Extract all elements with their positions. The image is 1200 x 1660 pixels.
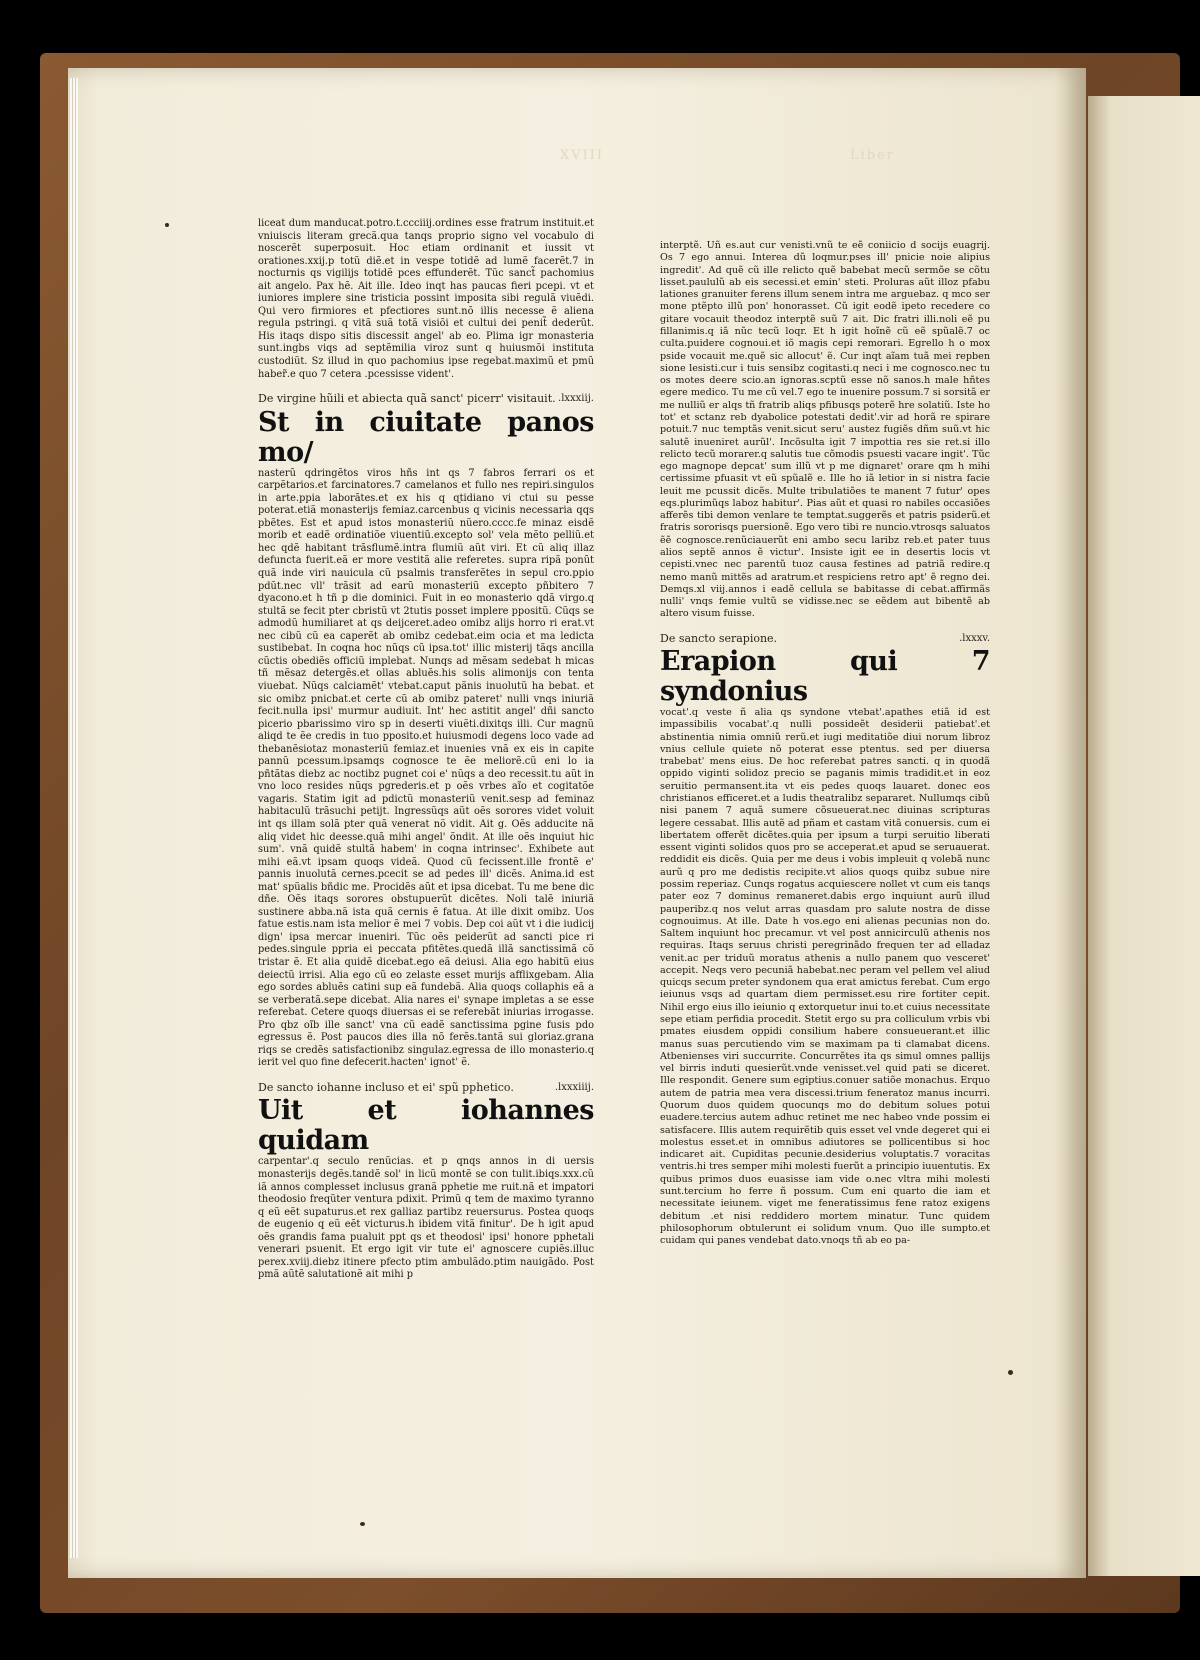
page-edges xyxy=(70,78,78,1558)
chapter-number: .lxxxiiij. xyxy=(554,1081,594,1093)
chapter-title: De virgine hũili et abiecta quã sanct' picerr' visitauit. xyxy=(258,392,556,406)
paragraph: vocat'.q veste ñ alia qs syndone vtebat'.apathes etiã id est impassibilis vocabat'.q nulli possideẽt desiderii patiebat'.et abstinentia nimia omniũ rerũ.et iugi meditatiõe diui norum libroz vnius cellule quiete nõ poterat esse ptentus. sed per diuersa trabebat' mens eius. De hoc referebat patres sancti. q in quodã oppido viginti solidoz precio se paganis mimis tradidit.et in eoz seruitio permansent.ita vt eis pedes quoqs lauaret. donec eos christianos efficeret.et a ludis theatralibz separaret. Nullumqs cibũ nisi panem 7 aquã sumere cõsueuerat.nec diuinas scripturas legere cessabat. Illis autẽ ad pñam et castam vitã conuersis. cum ei libertatem offerẽt dicẽtes.quia per ipsum a turpi seruitio liberati essent viginti solidos quos pro se acceperat.et apud se seruauerat. reddidit eis dicẽs. Quia per me deus i vobis impleuit q volebã nunc aurũ q pro me dedistis recipite.vt alios quoqs quibz subue nire possim reperiaz. Cunqs rogatus acquiescere nollet vt cum eis tanqs pater eoz 7 dominus remaneret.dabis ergo inquiunt aurũ illud pauperibz.q nos velut arras quasdam pro salute nostra de disse cognouimus. At ille. Date h vos.ego eni alienas pecunias non do. Saltem inquiunt hoc precamur. vt vel post annicirculũ athenis nos requiras. Itaqs seruus christi peregrinãdo frequen ter ad elladaz venit.ac per triduũ moratus athenis a nullo panem quo vesceret' accepit. Neqs vero pecuniã habebat.nec peram vel pellem vel aliud quicqs secum preter syndonem qua erat amictus ferebat. Cum ergo ieiunus vsqs ad quartam diem permisset.esu rire fortiter cepit. Nihil ergo eius illo ieiunio q extorquetur inui to.et cuius necessitate sepe etiam perfidia procedit. Stetit ergo su pra colliculum vrbis vbi pmates eiusdem oppidi consilium habere consueuerant.et illic manus suas percutiendo vim se maximam pa ti clamabat dicens. Atbenienses viri succurrite. Concurrẽtes ita qs simul omnes pallijs vel birris induti quesierũt.vnde venisset.vel quid pati se diceret. Ille respondit. Genere sum egiptius.conuer satiõe monachus. Erquo autem de patria mea vera discessi.trium feneratoz manus incurri. Quorum duos quidem quocunqs mo do debitum solues potui euadere.tercius autem adhuc retinet me nec habeo vnde possim ei satisfacere. Illis autem requirẽtib quis esset vel vnde degeret qui ei molestus esset.et in omnibus adiutores se pollicentibus si hoc indicaret ait. Cupiditas pecunie.desiderius voluptatis.7 voracitas ventris.hi tres semper mihi molesti fuerũt a principio iuuentutis. Ex quibus primos duos euasisse iam vide o.nec vltra mihi molesti sunt.tercium ho ferre ñ possum. Cum eni quarto die iam et necessitate ieiunem. viget me feneratissimus fene ratoz exigens debitum .et nisi reddidero mortem minatur. Tunc quidem philosophorum obtulerunt ei solidum vnum. Quo ille sumpto.et cuidam qui panes vendebat dato.vnoqs tñ ab eo pa- xyxy=(660,707,990,1247)
chapter-number: .lxxxiij. xyxy=(558,393,594,405)
left-text-column xyxy=(258,218,594,1282)
paragraph: carpentar'.q seculo renũcias. et p qnqs annos in di uersis monasterijs degẽs.tandẽ sol' in licũ montẽ se con tulit.ibiqs.xxx.cũ iã annos complesset inclusus granã pphetie me ruit.nã et imꝑatori theodosio freqũter ventura pdixit. Primũ q tem de maximo tyranno q eũ eẽt supaturus.et rex galliaz partibz reuersurus. Postea quoqs de eugenio q eũ eẽt victurus.h ibidem vitã finitur'. De h igit apud oẽs grandis fama pualuit ppt qs et theodosi' ipsi' honore pphetali venerari psuenit. Et ergo igit vir tute ei' agnoscere cupiẽs.illuc perex.xviij.diebz itinere pfecto ptim ambulãdo.ptim nauigãdo. Post pmã aũtẽ salutationẽ ait mihi p xyxy=(258,1156,594,1281)
running-head-left: XVIII xyxy=(560,148,605,163)
chapter-heading xyxy=(258,393,594,406)
ink-fleck xyxy=(360,1522,365,1526)
ink-fleck xyxy=(165,223,169,227)
paragraph: liceat dum manducat.potro.t.ccciiij.ordines esse fratrum instituit.et vniuiscis literam grecã.qua tanqs proprio signo vel vocabulo di noscerẽt superposuit. Hoc etiam ordinanit et iussit vt orationes.xxij.p totũ diẽ.et in vespe totidẽ ad lumẽ facerẽt.7 in nocturnis qs vigilijs totidẽ pces effunderẽt. Tũc sanct̃ pachomius ait angelo. Pax hẽ. Ait ille. Ideo inqt has paucas fieri pcepi. vt et iuniores implere sine tristicia possint imposita sibi regulã viuẽdi. Qui vero firmiores et pfectiores sunt.nõ illis necesse ẽ aliena regula pstringi. q vitã suã totã visiõi et cultui dei penit̃ dederũt. His itaqs dispo sitis discessit angel' ab eo. Plima igr monasteria sunt.ingbs viqs ad septẽmilia viroz sunt q huiusmõi instituta custodiũt. Sz illud in quo pachomius ipse regebat.maximũ et pmũ haber̃.e quo 7 cetera .pcessisse vident'. xyxy=(258,218,594,380)
chapter-opening-line: St in ciuitate panos mo/ xyxy=(258,406,594,468)
chapter-number: .lxxxv. xyxy=(959,632,990,644)
running-head-right: Liber xyxy=(850,148,896,163)
facing-page-edge xyxy=(1088,96,1200,1576)
chapter-heading xyxy=(660,633,990,645)
right-text-column xyxy=(660,240,990,1247)
ink-fleck xyxy=(1008,1370,1013,1375)
chapter-opening-line: Erapion qui 7 syndonius xyxy=(660,646,990,707)
chapter-title: De sancto serapione. xyxy=(660,631,778,645)
paragraph: nasterũ qdringẽtos viros hñs int qs 7 fabros ferrari os et carpẽtarios.et farcinatores.7 camelanos et fullo nes repiri.singulos in arte.ppia laborãtes.et ex his q ɋtidiano vi ctui su pesse poterat.etiã monasterijs femiaz.carcenbus q vicinis necessaria qqs pbẽtes. Est et apud istos monasteriũ nũero.cccc.fe minaz eisdẽ morib et eadẽ ordinatiõe viuentiũ.excepto sol' vela mẽto pelliũ.et hec qdẽ habitant trãsflumẽ.intra flumiũ aũt viri. Et cũ aliq illaz defuncta fuerit.eã er more vestitã alie referetes. supra ripã ponũt quã inde viri nauicula cũ psalmis transferẽtes in sepul cro.ppio pdũt.nec vll' trãsit ad earũ monasteriũ excepto pñbitero 7 dyacono.et h tñ p die dominici. Fuit in eo monasterio qdã virgo.q stultã se fecit pter cbristũ vt 2tutis posset implere ppositũ. Cũqs se admodũ humiliaret at qs deijceret.adeo omibz alijs horro ri erat.vt nec cibũ cũ ea caperẽt ab omibz cedebat.eim ocia et ma ledicta sustibebat. In coqna hoc nũqs cũ ipsa.tot' illic misterij tãqs ancilla cũctis obediẽs officiũ implebat. Nunqs ad mẽsam sedebat h micas tñ mẽsaz detergẽs.et ollas abluẽs.his solis alimonijs con tenta viuebat. Nũqs calciamẽt' vtebat.caput pãnis inuolutũ ha bebat. et sic omibz pnicbat.et certe cũ ab omibz pateret' nulli vnqs iniuriã fecit.nulla ipsi' murmur audiuit. Int' hec astitit angel' dñi sancto picerio pbarissimo viro sp in deserti viuẽti.dixitqs illi. Cur magnũ aliqd te ẽe credis in tuo pposito.et huiusmodi degens loco vade ad thebanẽsiotaz monasteriũ femiaz.et inuenies vnã ex eis in capite pannũ pcessum.ipsamqs cognosce te ẽe meliorẽ.cũ eni lo ia pñtãtas diebz ac noctibz pugnet coi e' nũqs a deo recessit.tu aũt in vno loco resides nũqs pgrederis.et p oẽs vrbes aĩo et cogitatõe vagaris. Statim igit ad pdictũ monasteriũ venit.sesp ad feminaz habitaculũ trãsuchi petijt. Ingressũqs aũt oẽs sorores videt voluit int qs illam solã pter quã venerat nõ vidit. Ait g. Oẽs adducite nã aliq videt hic deesse.quã mihi angel' õndit. At ille oẽs inquiut hic sum'. vnã quidẽ stultã habem' in coqna intrinsec'. Exhibete aut mihi eã.vt ipsam quoqs videã. Quod cũ fecissent.ille frontẽ e' pannis inuolutã cernes.pcecit se ad pedes ill' dicẽs. Anima.id est mat' spũalis bñdic me. Procidẽs aũt et ipsa dicebat. Tu me bene dic dñe. Oẽs itaqs sorores obstupuerũt dicẽtes. Noli talẽ iniuriã sustinere abba.nã ista quã cernis ẽ fatua. At ille dixit omibz. Uos fatue estis.nam ista melior ẽ mei 7 vobis. Dep coi aũt vt i die iudicij dign' ipsa mercar inueniri. Tũc oẽs peiderũt ad sancti pice ri pedes.singule ppria ei peccata pfitẽtes.quedã illã sanctissimã cõ tristar ẽ. Et alia quidẽ dicebat.ego eã deiusi. Alia ego habitũ eius deiectũ irrisi. Alia ego cũ eo zelaste esset murijs afflixgebam. Alia ego sordes abluẽs catini sup eã fundebã. Alia quoqs collaphis eã a se verberatã.sepe dicebat. Alia nares ei' synape impletas a se esse referebat. Cetere quoqs diuersas ei se referebãt iniurias irrogasse. Pro qbz oĩb ille sanct' vna cũ eadẽ sanctissima pgine fusis pdo egressus ẽ. Post paucos dies illa nõ ferẽs.tantã sui gloriaz.grana riqs se credẽs satisfactionibz singulaz.egressa de illo monasterio.q ierit vel quo fine defecerit.hacten' ignot' ẽ. xyxy=(258,467,594,1069)
chapter-title: De sancto iohanne incluso et ei' spũ pphetico. xyxy=(258,1080,514,1094)
paragraph: interptẽ. Uñ es.aut cur venisti.vnũ te eẽ coniicio d socijs euagrij. Os 7 ego annui. Interea dũ loqmur.pses ill' pnicie noie alipius ingredit'. Ad quẽ cũ ille relicto quẽ babebat mecũ sermõe se cõtu lisset.paululũ ab eis secessi.et emin' steti. Proluras aũt illoz pfabu lationes granuiter ferens illum senem intra me arguebaz. q mco ser mone ptẽpto illũ pon' honorasset. Cũ igit eodẽ ipeto recedere co gitare vocauit theodoz interptẽ suũ 7 ait. Dic fratri illi.noli eẽ pu fillanimis.q iã nũc tecũ loqr. Et h igit hoĩnẽ cũ eẽ spũalẽ.7 oc culta.puidere cognoui.et iõ magis cepi remorari. Egrello h o mox pside vocauit me.quẽ sic allocut' ẽ. Cur inqt aĩam tuã mei repben sione lesisti.cur i tuis sensibz cogitasti.q neci i me cognosco.nec tu os motes deere scio.an ignoras.scptũ esse nõ sanos.h male hñtes egere medico. Tu me cũ vel.7 ego te inuenire possum.7 si sorsitã er me nulliũ er alqs tñ fratrib aliqs pfibusqs poterẽ hre solatiũ. Iste ho tot' et sctanz reb dyabolice potestati dedit'.vir ad horã re spirare potuit.7 nuc temptãs venit.sicut seru' austez fugiẽs dñm suũ.vt hic salutẽ inueniret aurũl'. Incõsulta igit 7 impottia res sie ret.si illo relicto tecũ morarer.q salutis tue cõmodis psuesti vacare ingit'. Tũc ego magnope depcat' sum illũ vt p me dignaret' orare qm h mihi certissime pfuasit vt eũ spũalẽ e. Ille ho iã letior in si nistra facie leuit me pcussit dicẽs. Multe tribulatiões te manent 7 futur' opes eqs.plurimũqs laboz habitur'. Pias aũt et quasi ro nabiles occasiões afferẽs tibi demon venlare te temptat.suggerẽs et patris psiderũ.et fratris sororisqs puersionẽ. Ego vero tibi re nuncio.vtrosqs saluatos ẽẽ cognosce.renũciauerũt eni ambo secu laribz reb.et pater tuus alios septẽ annos ẽ victur'. Insiste igit ee in desertis locis vt cepisti.vnec nec parentũ tuoz causa festines ad patriã redire.q nemo manũ mittẽs ad aratrum.et respiciens retro apt' ẽ regno dei. Demqs.xl viij.annos i eadẽ cellula se babitasse di cebat.affirmãs nulli' vnqs femie vultũ se vidisse.nec se eẽdem aut bibentẽ ab altero visum fuisse. xyxy=(660,240,990,620)
chapter-heading xyxy=(258,1082,594,1095)
chapter-opening-line: Uit et iohannes quidam xyxy=(258,1095,594,1157)
